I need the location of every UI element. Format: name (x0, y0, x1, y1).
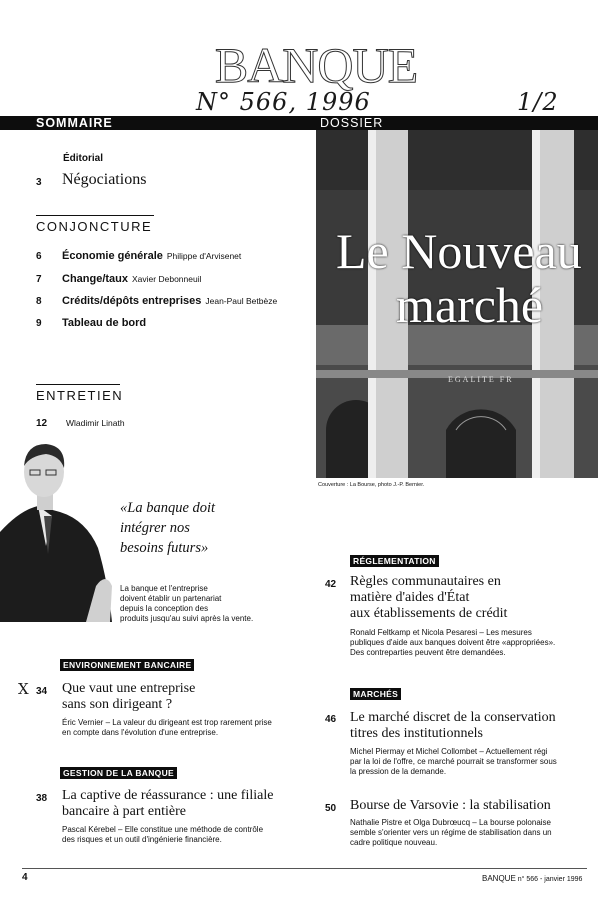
section-tag: GESTION DE LA BANQUE (60, 767, 177, 779)
title-line: La captive de réassurance : une filiale (62, 788, 274, 803)
toc-item-author: Xavier Debonneuil (132, 274, 202, 284)
cover-photo (316, 130, 598, 478)
cover-title-line: Le Nouveau (336, 223, 582, 279)
article-title (62, 788, 273, 820)
toc-item-page: 9 (36, 318, 42, 329)
title-line: aux établissements de crédit (350, 606, 508, 621)
footer-issue-text: n° 566 - janvier 1996 (517, 876, 583, 883)
editorial-title: Négociations (62, 171, 147, 188)
desc-line: Éric Vernier – La valeur du dirigeant est trop rarement prise (62, 718, 272, 727)
title-line: sans son dirigeant ? (62, 697, 173, 712)
desc-line: publiques d'aide aux banques doivent être «appropriées». (350, 638, 556, 647)
toc-item-page: 8 (36, 296, 42, 307)
cover-title-line: marché (396, 277, 544, 333)
toc-item-author: Jean-Paul Betbèze (205, 296, 278, 306)
article-desc (350, 628, 555, 658)
toc-item (36, 246, 241, 264)
toc-item-page: 7 (36, 274, 42, 285)
section-tag: RÉGLEMENTATION (350, 555, 439, 567)
desc-line: cadre politique nouveau. (350, 838, 438, 847)
title-line: Le marché discret de la conservation (350, 710, 556, 725)
article-desc (62, 718, 272, 738)
title-line: Règles communautaires en (350, 574, 501, 589)
conjoncture-rule (36, 215, 154, 216)
desc-line: La banque et l'entreprise (120, 584, 208, 593)
interview-quote (120, 498, 215, 558)
article-page: 46 (325, 714, 337, 725)
entretien-author: Wladimir Linath (66, 418, 125, 428)
desc-line: Des contreparties peuvent être demandées. (350, 648, 506, 657)
title-line: Que vaut une entreprise (62, 681, 196, 696)
sommaire-label: SOMMAIRE (36, 116, 113, 130)
article-page: 42 (325, 579, 337, 590)
quote-line: intégrer nos (120, 520, 190, 536)
conjoncture-heading: CONJONCTURE (36, 219, 153, 234)
quote-line: «La banque doit (120, 500, 216, 516)
desc-line: Michel Piermay et Michel Collombet – Actuellement régi (350, 747, 548, 756)
desc-line: produits jusqu'au suivi après la vente. (120, 614, 254, 623)
toc-item-title: Économie générale (62, 250, 163, 262)
article-desc (350, 747, 557, 777)
cover-caption: Couverture : La Bourse, photo J.-P. Bernier. (318, 482, 425, 488)
desc-line: la pression de la demande. (350, 767, 447, 776)
toc-item (36, 291, 277, 309)
toc-item-author: Philippe d'Arvisenet (166, 251, 242, 261)
svg-text:BANQUE: BANQUE (214, 37, 418, 93)
desc-line: Ronald Feltkamp et Nicola Pesaresi – Les mesures (350, 628, 532, 637)
toc-item (36, 269, 201, 287)
desc-line: Nathalie Pistre et Olga Dubrœucq – La bourse polonaise (350, 818, 551, 827)
article-desc (62, 825, 263, 845)
toc-item-title: Tableau de bord (62, 317, 147, 329)
footer-rule (22, 868, 587, 869)
handwritten-issue: N° 566, 1996 (196, 88, 371, 116)
quote-line: besoins futurs» (120, 540, 209, 556)
section-tag: ENVIRONNEMENT BANCAIRE (60, 659, 194, 671)
article-page: 34 (36, 686, 48, 697)
desc-line: Pascal Kérebel – Elle constitue une méthode de contrôle (62, 825, 264, 834)
article-desc (350, 818, 552, 848)
title-line: matière d'aides d'État (350, 590, 470, 605)
desc-line: par la loi de l'offre, ce marché pourrait se transformer sous (350, 757, 557, 766)
footer-issue (482, 874, 582, 883)
article-title (62, 681, 195, 713)
dossier-label: DOSSIER (320, 116, 384, 130)
footer-journal: BANQUE (482, 874, 516, 883)
section-tag: MARCHÉS (350, 688, 401, 700)
editorial-label: Éditorial (63, 153, 104, 164)
facade-inscription: EGALITE FR (448, 375, 514, 384)
portrait-photo (0, 436, 116, 622)
title-line: bancaire à part entière (62, 804, 186, 819)
article-page: 38 (36, 793, 48, 804)
editorial-page: 3 (36, 177, 42, 188)
article-title (350, 574, 507, 622)
entretien-rule (36, 384, 120, 385)
entretien-page: 12 (36, 418, 48, 429)
desc-line: doivent établir un partenariat (120, 594, 222, 603)
desc-line: semble s'orienter vers un régime de stabilisation dans un (350, 828, 552, 837)
cover-title (336, 224, 582, 332)
toc-item-title: Crédits/dépôts entreprises (62, 295, 202, 307)
title-line: titres des institutionnels (350, 726, 483, 741)
article-title (350, 710, 556, 742)
interview-description (120, 584, 253, 624)
handwritten-note: 1/2 (517, 88, 559, 116)
banque-logo (214, 34, 418, 94)
handwritten-mark: X (18, 680, 30, 698)
article-title: Bourse de Varsovie : la stabilisation (350, 798, 551, 813)
page-number: 4 (22, 872, 28, 883)
toc-item-page: 6 (36, 251, 42, 262)
toc-item (36, 313, 146, 331)
entretien-heading: ENTRETIEN (36, 388, 124, 403)
desc-line: des risques et un outil d'ingénierie financière. (62, 835, 222, 844)
toc-item-title: Change/taux (62, 273, 129, 285)
article-page: 50 (325, 803, 337, 814)
desc-line: en compte dans l'évolution d'une entreprise. (62, 728, 219, 737)
desc-line: depuis la conception des (120, 604, 209, 613)
